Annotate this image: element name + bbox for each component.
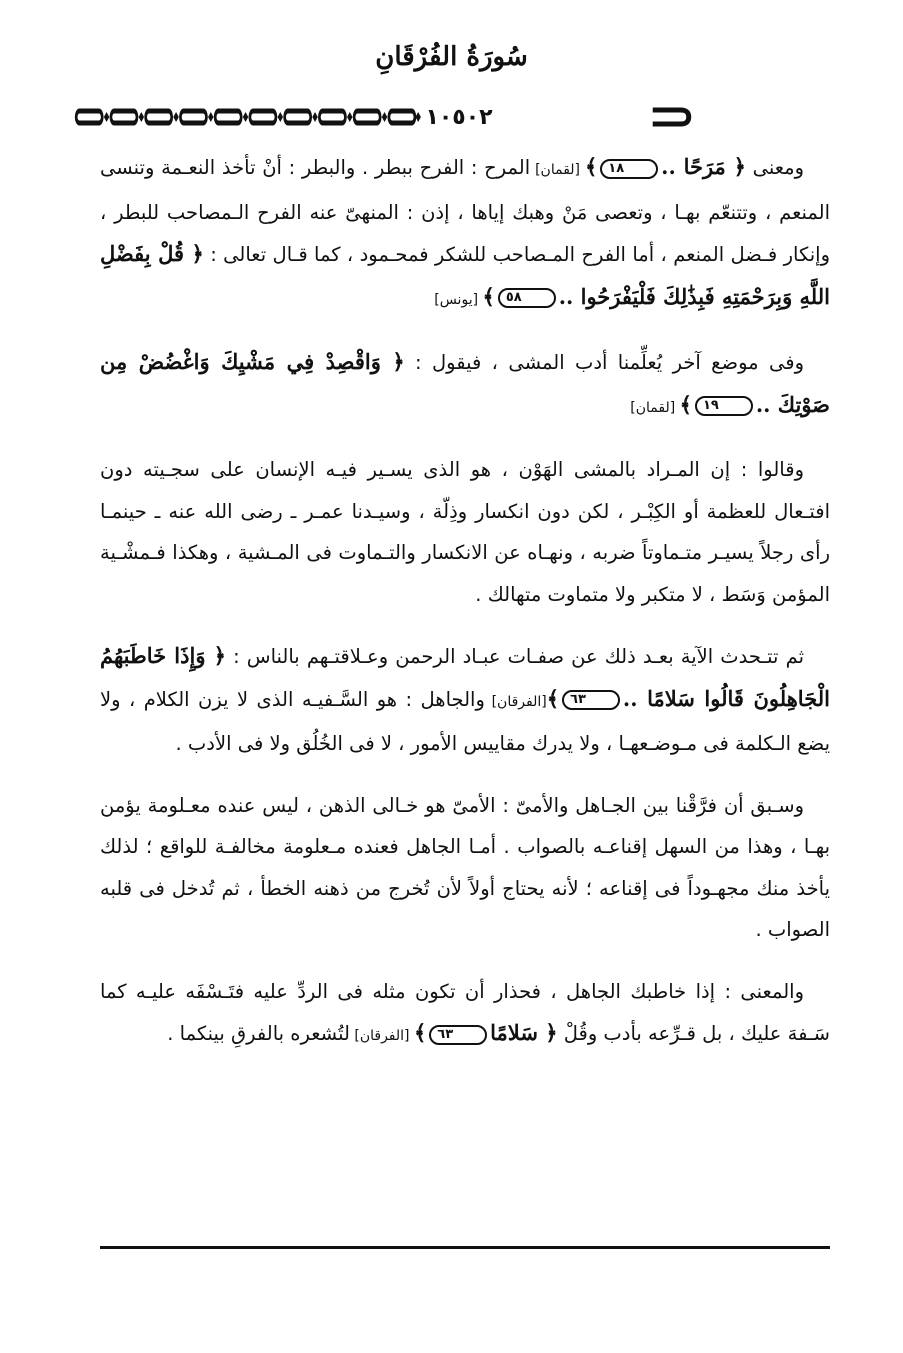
body-text: المرح : الفرح ببطر . والبطر : أنْ تأخذ النعـمة وتنسى المنعم ، وتتنعّم بهـا ، وتعصى مَنْ وهبك إياها ، إذن : المنهىّ عنه الفرح الـمصاحب للبطر ، وإنكار فـضل المنعم ، أما الفرح المـصاحب للشكر فمحـمود ، كما قـال تعالى : — [100, 156, 830, 266]
ayah-number: ٦٣ — [429, 1025, 487, 1045]
page-body — [100, 146, 830, 1078]
quran-verse: ﴾ — [413, 1020, 427, 1045]
page-number: ١٠٥٠٢ — [425, 104, 493, 130]
body-text: ومعنى — [745, 156, 805, 179]
surah-reference: [يونس] — [434, 291, 483, 308]
paragraph — [100, 449, 830, 615]
body-text: لتُشعره بالفرقِ بينكما . — [167, 1022, 350, 1045]
body-text: وسـبق أن فرَّقْنا بين الجـاهل والأمىّ : الأمىّ هو خـالى الذهن ، ليس عنده معـلومة يؤمن بهـا ، وهذا من السهل إقناعـه بالصواب . أمـا الجاهل فعنده مـعلومة مخالفـة للواقع ؛ لذلك يأخذ منك مجهـوداً فى إقناعه ؛ لأنه يحتاج أولاً لأن تُخرج من ذهنه الخطأ ، ثم تُدخل فى قلبه الصواب . — [100, 793, 830, 941]
chain-ornament — [74, 102, 421, 132]
surah-reference: [الفرقان] — [484, 693, 547, 710]
ayah-number: ١٩ — [695, 396, 753, 416]
paragraph — [100, 971, 830, 1058]
body-text: وفى موضع آخر يُعلِّمنا أدب المشى ، فيقول : — [404, 351, 804, 374]
surah-reference: [لقمان] — [530, 162, 585, 178]
paragraph — [100, 341, 830, 429]
border-end-cap — [497, 102, 844, 132]
ayah-number: ٥٨ — [498, 288, 556, 308]
quran-verse: ﴾ — [546, 685, 560, 711]
surah-reference: [لقمان] — [630, 399, 680, 416]
body-text: وقالوا : إن المـراد بالمشى الهَوْن ، هو الذى يسـير فيـه الإنسان على سجـيته دون افتـعال للعظمة أو الكِبْـر ، لكن دون انكسار وذِلّة ، وسيـدنا عمـر ـ رضى الله عنه ـ حينمـا رأى رجلاً يسيـر متـماوتاً ضربه ، ونهـاه عن الانكسار والتـماوت فى المـشية ، وهكذا فـمشْـية المؤمن وَسَط ، لا متكبر ولا متماوت متهالك . — [100, 458, 830, 606]
quran-verse: ﴾ — [679, 391, 692, 417]
surah-reference: [الفرقان] — [349, 1028, 414, 1044]
surah-title: سُورَةُ الفُرْقَانِ — [375, 42, 528, 72]
ayah-number: ١٨ — [600, 159, 658, 179]
body-text: والجاهل : هو السَّـفيـه الذى لا يزن الكلام ، ولا يضع الـكلمة فى مـوضـعهـا ، ولا يدرك مقاييس الأمور ، لا فى الخُلُق ولا فى الأدب . — [100, 687, 830, 755]
paragraph — [100, 635, 830, 765]
ayah-number: ٦٣ — [562, 690, 620, 710]
paragraph — [100, 146, 830, 321]
quran-verse: ﴾ — [584, 154, 598, 179]
quran-verse: ﴿ وَإِذَا خَاطَبَهُمُ الْجَاهِلُونَ قَالُوا سَلامًا .. — [100, 643, 830, 711]
paragraph — [100, 785, 830, 951]
quran-verse: ﴿ مَرَحًا .. — [661, 154, 746, 179]
body-text: ثم تتـحدث الآية بعـد ذلك عن صفـات عبـاد الرحمن وعـلاقتـهم بالناس : — [226, 645, 804, 668]
body-text: والمعنى : إذا خاطبك الجاهل ، فحذار أن تكون مثله فى الردِّ عليه فتَـسْفَه عليـه كما سَـفهَ عليك ، بل قـرِّعه بأدب وقُلْ — [100, 979, 830, 1045]
quran-verse: ﴿ سَلامًا — [490, 1020, 558, 1045]
footer-rule — [100, 1246, 830, 1249]
quran-verse: ﴿ قُلْ بِفَضْلِ اللَّهِ وَبِرَحْمَتِهِ فَبِذَٰلِكَ فَلْيَفْرَحُوا .. — [100, 241, 830, 309]
quran-verse: ﴾ — [482, 283, 495, 309]
decorative-border — [74, 102, 844, 132]
quran-verse: ﴿ وَاقْصِدْ فِي مَشْيِكَ وَاغْضُضْ مِن صَوْتِكَ .. — [100, 349, 830, 417]
